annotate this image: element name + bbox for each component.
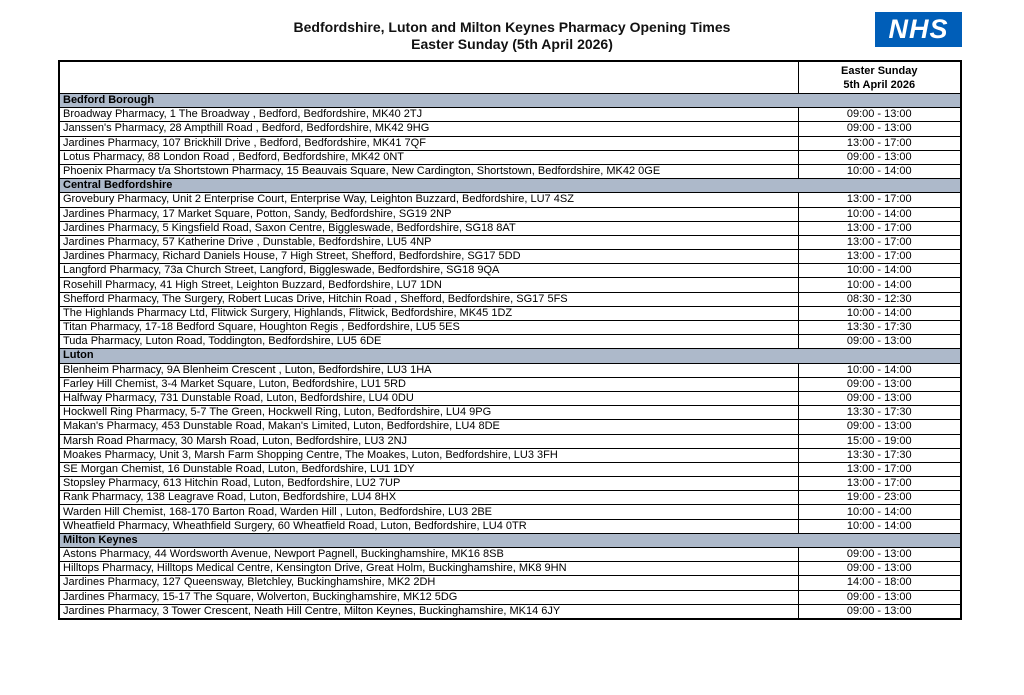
pharmacy-row xyxy=(59,235,961,249)
pharmacy-row xyxy=(59,164,961,178)
opening-time-cell: 13:00 - 17:00 xyxy=(798,477,961,491)
title-line-1: Bedfordshire, Luton and Milton Keynes Pharmacy Opening Times xyxy=(293,19,731,35)
opening-time-cell: 10:00 - 14:00 xyxy=(798,363,961,377)
nhs-logo-text: NHS xyxy=(888,14,949,44)
corner-cell xyxy=(59,61,798,94)
pharmacy-row xyxy=(59,264,961,278)
pharmacy-name-cell: Farley Hill Chemist, 3-4 Market Square, Luton, Bedfordshire, LU1 5RD xyxy=(59,377,798,391)
pharmacy-row xyxy=(59,377,961,391)
pharmacy-name-cell: Jardines Pharmacy, 127 Queensway, Bletchley, Buckinghamshire, MK2 2DH xyxy=(59,576,798,590)
pharmacy-name-cell: Hilltops Pharmacy, Hilltops Medical Centre, Kensington Drive, Great Holm, Buckinghamshire, MK8 9HN xyxy=(59,562,798,576)
pharmacy-row xyxy=(59,519,961,533)
pharmacy-row xyxy=(59,150,961,164)
section-header-row xyxy=(59,349,961,363)
pharmacy-name-cell: Broadway Pharmacy, 1 The Broadway , Bedford, Bedfordshire, MK40 2TJ xyxy=(59,108,798,122)
pharmacy-table-body xyxy=(59,94,961,619)
pharmacy-row xyxy=(59,221,961,235)
pharmacy-name-cell: Jardines Pharmacy, 15-17 The Square, Wolverton, Buckinghamshire, MK12 5DG xyxy=(59,590,798,604)
opening-time-cell: 10:00 - 14:00 xyxy=(798,306,961,320)
pharmacy-name-cell: The Highlands Pharmacy Ltd, Flitwick Surgery, Highlands, Flitwick, Bedfordshire, MK45 1DZ xyxy=(59,306,798,320)
section-title: Luton xyxy=(59,349,961,363)
opening-time-cell: 09:00 - 13:00 xyxy=(798,548,961,562)
pharmacy-row xyxy=(59,406,961,420)
opening-time-cell: 10:00 - 14:00 xyxy=(798,505,961,519)
opening-time-cell: 13:00 - 17:00 xyxy=(798,221,961,235)
date-header-line-1: Easter Sunday xyxy=(841,64,918,77)
pharmacy-opening-times-table xyxy=(58,60,962,620)
pharmacy-name-cell: Rank Pharmacy, 138 Leagrave Road, Luton, Bedfordshire, LU4 8HX xyxy=(59,491,798,505)
pharmacy-name-cell: Janssen's Pharmacy, 28 Ampthill Road , Bedford, Bedfordshire, MK42 9HG xyxy=(59,122,798,136)
pharmacy-row xyxy=(59,207,961,221)
pharmacy-name-cell: Blenheim Pharmacy, 9A Blenheim Crescent , Luton, Bedfordshire, LU3 1HA xyxy=(59,363,798,377)
opening-time-cell: 09:00 - 13:00 xyxy=(798,335,961,349)
date-column-header xyxy=(798,61,961,94)
opening-time-cell: 09:00 - 13:00 xyxy=(798,420,961,434)
section-header-row xyxy=(59,179,961,193)
opening-time-cell: 13:00 - 17:00 xyxy=(798,136,961,150)
pharmacy-row xyxy=(59,250,961,264)
opening-time-cell: 13:30 - 17:30 xyxy=(798,448,961,462)
opening-time-cell: 10:00 - 14:00 xyxy=(798,207,961,221)
pharmacy-name-cell: Langford Pharmacy, 73a Church Street, Langford, Biggleswade, Bedfordshire, SG18 9QA xyxy=(59,264,798,278)
opening-time-cell: 09:00 - 13:00 xyxy=(798,377,961,391)
opening-time-cell: 15:00 - 19:00 xyxy=(798,434,961,448)
opening-time-cell: 09:00 - 13:00 xyxy=(798,108,961,122)
opening-time-cell: 10:00 - 14:00 xyxy=(798,278,961,292)
document-title xyxy=(0,19,1024,53)
pharmacy-row xyxy=(59,434,961,448)
opening-time-cell: 13:00 - 17:00 xyxy=(798,235,961,249)
pharmacy-row xyxy=(59,363,961,377)
opening-time-cell: 09:00 - 13:00 xyxy=(798,590,961,604)
pharmacy-row xyxy=(59,420,961,434)
column-header-row xyxy=(59,61,961,94)
pharmacy-row xyxy=(59,122,961,136)
opening-time-cell: 08:30 - 12:30 xyxy=(798,292,961,306)
opening-time-cell: 13:30 - 17:30 xyxy=(798,321,961,335)
date-header-line-2: 5th April 2026 xyxy=(843,78,916,91)
opening-time-cell: 09:00 - 13:00 xyxy=(798,604,961,619)
pharmacy-name-cell: SE Morgan Chemist, 16 Dunstable Road, Luton, Bedfordshire, LU1 1DY xyxy=(59,462,798,476)
pharmacy-name-cell: Tuda Pharmacy, Luton Road, Toddington, Bedfordshire, LU5 6DE xyxy=(59,335,798,349)
pharmacy-name-cell: Jardines Pharmacy, 57 Katherine Drive , Dunstable, Bedfordshire, LU5 4NP xyxy=(59,235,798,249)
pharmacy-row xyxy=(59,321,961,335)
pharmacy-name-cell: Phoenix Pharmacy t/a Shortstown Pharmacy, 15 Beauvais Square, New Cardington, Shortstown, Bedfordshire, MK42 0GE xyxy=(59,164,798,178)
section-header-row xyxy=(59,94,961,108)
opening-time-cell: 13:30 - 17:30 xyxy=(798,406,961,420)
pharmacy-row xyxy=(59,448,961,462)
section-header-row xyxy=(59,533,961,547)
opening-time-cell: 13:00 - 17:00 xyxy=(798,250,961,264)
pharmacy-name-cell: Wheatfield Pharmacy, Wheathfield Surgery, 60 Wheatfield Road, Luton, Bedfordshire, LU4 0TR xyxy=(59,519,798,533)
pharmacy-name-cell: Jardines Pharmacy, Richard Daniels House, 7 High Street, Shefford, Bedfordshire, SG17 5DD xyxy=(59,250,798,264)
title-line-2: Easter Sunday (5th April 2026) xyxy=(411,36,613,52)
pharmacy-row xyxy=(59,548,961,562)
pharmacy-row xyxy=(59,391,961,405)
pharmacy-row xyxy=(59,193,961,207)
pharmacy-row xyxy=(59,562,961,576)
pharmacy-name-cell: Marsh Road Pharmacy, 30 Marsh Road, Luton, Bedfordshire, LU3 2NJ xyxy=(59,434,798,448)
opening-time-cell: 10:00 - 14:00 xyxy=(798,264,961,278)
pharmacy-row xyxy=(59,108,961,122)
pharmacy-row xyxy=(59,136,961,150)
pharmacy-row xyxy=(59,604,961,619)
pharmacy-name-cell: Astons Pharmacy, 44 Wordsworth Avenue, Newport Pagnell, Buckinghamshire, MK16 8SB xyxy=(59,548,798,562)
pharmacy-row xyxy=(59,505,961,519)
pharmacy-name-cell: Jardines Pharmacy, 107 Brickhill Drive , Bedford, Bedfordshire, MK41 7QF xyxy=(59,136,798,150)
section-title: Central Bedfordshire xyxy=(59,179,961,193)
opening-time-cell: 09:00 - 13:00 xyxy=(798,562,961,576)
pharmacy-row xyxy=(59,491,961,505)
opening-time-cell: 09:00 - 13:00 xyxy=(798,391,961,405)
opening-time-cell: 09:00 - 13:00 xyxy=(798,122,961,136)
pharmacy-row xyxy=(59,278,961,292)
pharmacy-name-cell: Shefford Pharmacy, The Surgery, Robert Lucas Drive, Hitchin Road , Shefford, Bedfordshire, SG17 5FS xyxy=(59,292,798,306)
pharmacy-row xyxy=(59,292,961,306)
pharmacy-row xyxy=(59,576,961,590)
pharmacy-name-cell: Moakes Pharmacy, Unit 3, Marsh Farm Shopping Centre, The Moakes, Luton, Bedfordshire, LU3 3FH xyxy=(59,448,798,462)
opening-time-cell: 10:00 - 14:00 xyxy=(798,519,961,533)
pharmacy-name-cell: Jardines Pharmacy, 17 Market Square, Potton, Sandy, Bedfordshire, SG19 2NP xyxy=(59,207,798,221)
pharmacy-name-cell: Hockwell Ring Pharmacy, 5-7 The Green, Hockwell Ring, Luton, Bedfordshire, LU4 9PG xyxy=(59,406,798,420)
opening-time-cell: 13:00 - 17:00 xyxy=(798,462,961,476)
pharmacy-name-cell: Jardines Pharmacy, 5 Kingsfield Road, Saxon Centre, Biggleswade, Bedfordshire, SG18 8AT xyxy=(59,221,798,235)
pharmacy-row xyxy=(59,306,961,320)
pharmacy-name-cell: Warden Hill Chemist, 168-170 Barton Road, Warden Hill , Luton, Bedfordshire, LU3 2BE xyxy=(59,505,798,519)
opening-time-cell: 09:00 - 13:00 xyxy=(798,150,961,164)
pharmacy-name-cell: Rosehill Pharmacy, 41 High Street, Leighton Buzzard, Bedfordshire, LU7 1DN xyxy=(59,278,798,292)
pharmacy-name-cell: Lotus Pharmacy, 88 London Road , Bedford, Bedfordshire, MK42 0NT xyxy=(59,150,798,164)
pharmacy-name-cell: Halfway Pharmacy, 731 Dunstable Road, Luton, Bedfordshire, LU4 0DU xyxy=(59,391,798,405)
pharmacy-name-cell: Makan's Pharmacy, 453 Dunstable Road, Makan's Limited, Luton, Bedfordshire, LU4 8DE xyxy=(59,420,798,434)
section-title: Bedford Borough xyxy=(59,94,961,108)
pharmacy-name-cell: Stopsley Pharmacy, 613 Hitchin Road, Luton, Bedfordshire, LU2 7UP xyxy=(59,477,798,491)
pharmacy-name-cell: Titan Pharmacy, 17-18 Bedford Square, Houghton Regis , Bedfordshire, LU5 5ES xyxy=(59,321,798,335)
opening-time-cell: 13:00 - 17:00 xyxy=(798,193,961,207)
pharmacy-name-cell: Jardines Pharmacy, 3 Tower Crescent, Neath Hill Centre, Milton Keynes, Buckinghamshire, MK14 6JY xyxy=(59,604,798,619)
pharmacy-row xyxy=(59,477,961,491)
pharmacy-row xyxy=(59,335,961,349)
pharmacy-row xyxy=(59,590,961,604)
opening-time-cell: 10:00 - 14:00 xyxy=(798,164,961,178)
section-title: Milton Keynes xyxy=(59,533,961,547)
pharmacy-row xyxy=(59,462,961,476)
opening-time-cell: 14:00 - 18:00 xyxy=(798,576,961,590)
pharmacy-name-cell: Grovebury Pharmacy, Unit 2 Enterprise Court, Enterprise Way, Leighton Buzzard, Bedfordshire, LU7 4SZ xyxy=(59,193,798,207)
nhs-logo xyxy=(875,12,962,47)
opening-time-cell: 19:00 - 23:00 xyxy=(798,491,961,505)
